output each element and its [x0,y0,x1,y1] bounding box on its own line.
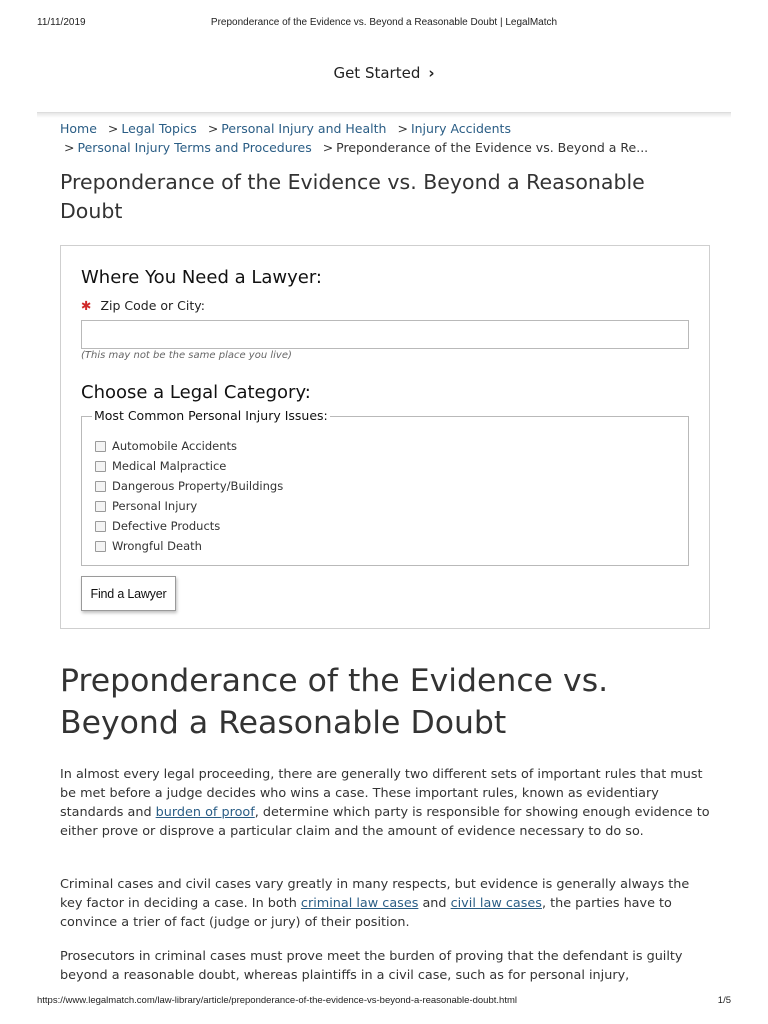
link-burden-of-proof[interactable]: burden of proof [155,805,255,820]
print-page-number: 1/5 [717,995,731,1006]
get-started-label: Get Started [333,64,421,82]
category-fieldset [81,408,689,566]
breadcrumb-personal-injury-health[interactable]: Personal Injury and Health [221,121,387,136]
category-label: Wrongful Death [112,539,202,553]
print-date: 11/11/2019 [37,17,86,28]
zip-label [81,298,205,313]
breadcrumb-separator: > [64,140,75,155]
breadcrumb-separator: > [107,121,119,136]
zip-label-text: Zip Code or City: [100,298,205,313]
get-started-link[interactable] [0,64,768,82]
link-civil-law-cases[interactable]: civil law cases [450,896,542,911]
fieldset-legend: Most Common Personal Injury Issues: [94,408,328,423]
checkbox[interactable] [95,461,106,472]
article-paragraph-1 [60,765,710,841]
checkbox[interactable] [95,481,106,492]
header-divider [37,112,731,118]
text: , determine which party is responsible for showing enough evidence to either prove or disprove a particular claim and the amount of evidence necessary to do so. [60,805,710,839]
link-criminal-law-cases[interactable]: criminal law cases [300,896,419,911]
zip-hint: (This may not be the same place you live) [81,350,292,361]
category-label: Medical Malpractice [112,459,227,473]
checkbox[interactable] [95,441,106,452]
checkbox[interactable] [95,521,106,532]
breadcrumb-home[interactable]: Home [60,121,97,136]
text: Criminal cases and civil cases vary greatly in many respects, but evidence is generally always the key factor in deciding a case. In both [60,877,690,911]
text: , the parties have to convince a trier of fact (judge or jury) of their position. [60,896,672,930]
category-item-medical-malpractice[interactable] [95,456,283,476]
text: and [418,896,451,911]
breadcrumb-current: Preponderance of the Evidence vs. Beyond a Re... [336,140,649,155]
category-list [95,436,283,556]
category-label: Personal Injury [112,499,198,513]
chevron-right-icon: › [428,64,435,82]
required-asterisk-icon: ✱ [81,298,92,313]
find-lawyer-form [60,245,710,629]
category-label: Automobile Accidents [112,439,238,453]
print-document-title: Preponderance of the Evidence vs. Beyond a Reasonable Doubt | LegalMatch [210,17,558,28]
print-url: https://www.legalmatch.com/law-library/article/preponderance-of-the-evidence-vs-beyond-a-reasonable-doubt.html [37,995,517,1006]
text: In almost every legal proceeding, there are generally two different sets of important rules that must be met before a judge decides who wins a case. These important rules, known as evidentiary standards and [60,767,703,820]
category-item-dangerous-property[interactable] [95,476,283,496]
breadcrumb-injury-accidents[interactable]: Injury Accidents [410,121,511,136]
breadcrumb-separator: > [322,140,334,155]
zip-input[interactable] [81,320,689,349]
page-title: Preponderance of the Evidence vs. Beyond a Reasonable Doubt [60,170,645,223]
category-item-personal-injury[interactable] [95,496,283,516]
checkbox[interactable] [95,541,106,552]
breadcrumb-separator: > [207,121,219,136]
article-paragraph-2 [60,875,710,932]
category-label: Defective Products [112,519,221,533]
checkbox[interactable] [95,501,106,512]
category-label: Dangerous Property/Buildings [112,479,284,493]
breadcrumb-terms-procedures[interactable]: Personal Injury Terms and Procedures [77,140,312,155]
category-item-defective-products[interactable] [95,516,283,536]
article-paragraph-3: Prosecutors in criminal cases must prove meet the burden of proving that the defendant is guilty beyond a reasonable doubt, whereas plaintiffs in a civil case, such as for personal injury, [60,949,683,983]
category-heading: Choose a Legal Category: [81,382,311,403]
print-footer [0,994,768,1024]
category-item-automobile-accidents[interactable] [95,436,283,456]
find-lawyer-button[interactable]: Find a Lawyer [81,576,176,611]
breadcrumb-legal-topics[interactable]: Legal Topics [121,121,197,136]
category-item-wrongful-death[interactable] [95,536,283,556]
article-title: Preponderance of the Evidence vs. Beyond a Reasonable Doubt [60,663,609,741]
breadcrumb-separator: > [397,121,408,136]
where-heading: Where You Need a Lawyer: [81,267,322,288]
